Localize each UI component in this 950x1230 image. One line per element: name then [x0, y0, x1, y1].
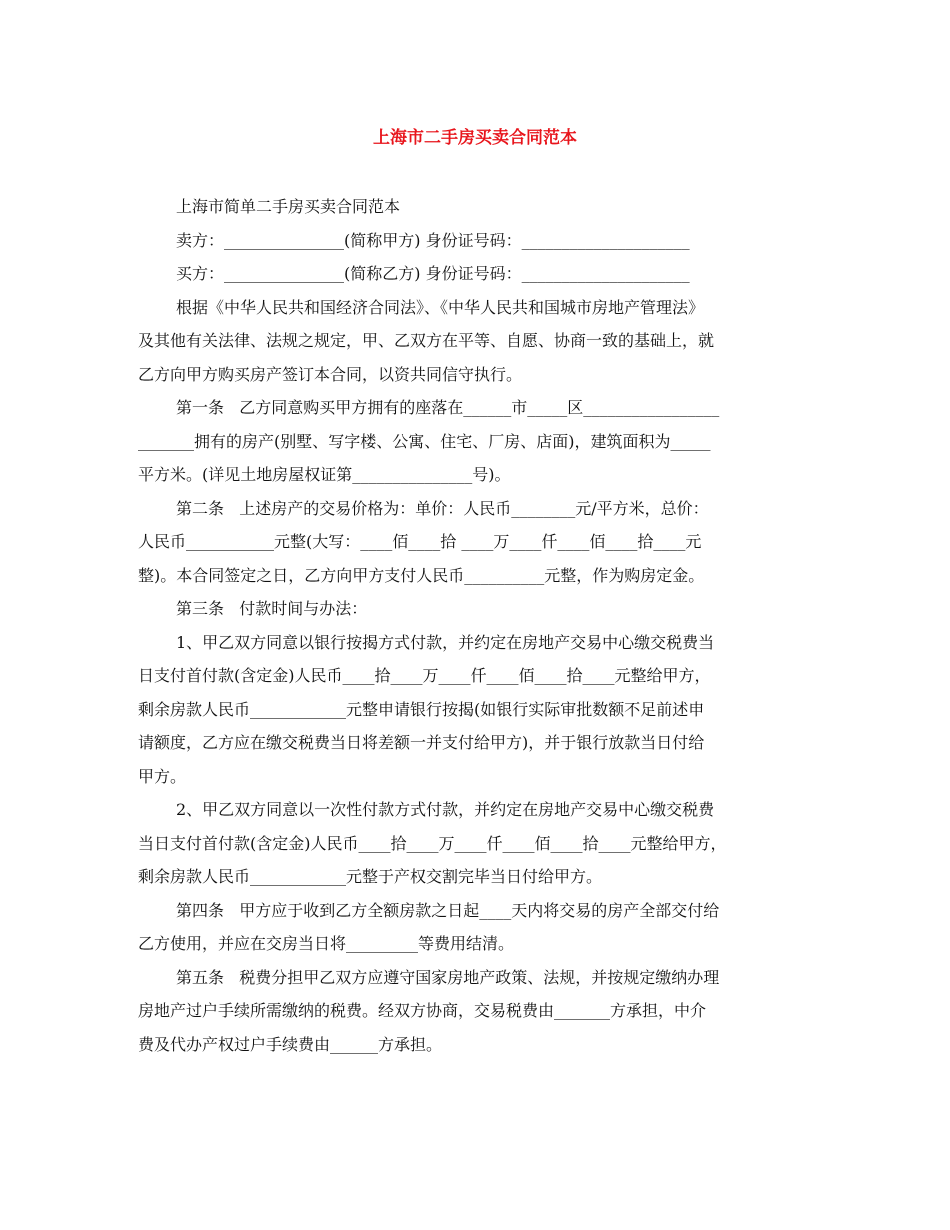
document-line: 费及代办产权过户手续费由______方承担。 [138, 1034, 443, 1054]
document-line: 平方米。(详见土地房屋权证第_______________号)。 [138, 465, 511, 484]
document-line: 第三条 付款时间与办法： [176, 599, 368, 618]
document-line: _______拥有的房产(别墅、写字楼、公寓、住宅、厂房、店面)，建筑面积为_____ [138, 431, 711, 451]
document-line: 及其他有关法律、法规之规定，甲、乙双方在平等、自愿、协商一致的基础上，就 [138, 331, 715, 350]
document-line: 第五条 税费分担甲乙双方应遵守国家房地产政策、法规，并按规定缴纳办理 [176, 967, 720, 987]
document-line: 甲方。 [138, 766, 187, 786]
document-line: 第四条 甲方应于收到乙方全额房款之日起____天内将交易的房产全部交付给 [176, 900, 720, 920]
document-line: 根据《中华人民共和国经济合同法》、《中华人民共和国城市房地产管理法》 [176, 297, 705, 317]
document-line: 日支付首付款(含定金)人民币____拾____万____仟____佰____拾____元整给甲方， [138, 666, 711, 685]
document-line: 请额度，乙方应在缴交税费当日将差额一并支付给甲方)，并于银行放款当日付给 [138, 733, 705, 752]
document-line: 上海市简单二手房买卖合同范本 [176, 197, 401, 216]
document-body [138, 190, 828, 1061]
document-line: 2、甲乙双方同意以一次性付款方式付款，并约定在房地产交易中心缴交税费 [176, 800, 715, 819]
document-line: 第二条 上述房产的交易价格为：单价：人民币________元/平方米，总价： [176, 498, 709, 518]
document-line: 乙方向甲方购买房产签订本合同，以资共同信守执行。 [138, 364, 523, 384]
document-line: 第一条 乙方同意购买甲方拥有的座落在______市_____区_________________ [176, 398, 720, 417]
document-line: 人民币___________元整(大写：____佰____拾 ____万____仟____佰____拾____元 [138, 532, 702, 551]
document-line: 卖方：_______________(简称甲方) 身份证号码：_____________________ [176, 230, 690, 250]
document-line: 买方：_______________(简称乙方) 身份证号码：_____________________ [176, 264, 690, 283]
document-line: 房地产过户手续所需缴纳的税费。经双方协商，交易税费由_______方承担，中介 [138, 1001, 707, 1020]
document-line: 剩余房款人民币____________元整申请银行按揭(如银行实际审批数额不足前述申 [138, 699, 705, 719]
document-line: 当日支付首付款(含定金)人民币____拾____万____仟____佰____拾____元整给甲方， [138, 833, 727, 853]
document-line: 整)。本合同签定之日，乙方向甲方支付人民币__________元整，作为购房定金。 [138, 565, 705, 585]
document-line: 1、甲乙双方同意以银行按揭方式付款，并约定在房地产交易中心缴交税费当 [176, 632, 715, 652]
document-title: 上海市二手房买卖合同范本 [373, 128, 577, 148]
document-line: 剩余房款人民币____________元整于产权交割完毕当日付给甲方。 [138, 867, 603, 886]
document-line: 乙方使用，并应在交房当日将_________等费用结清。 [138, 934, 515, 953]
